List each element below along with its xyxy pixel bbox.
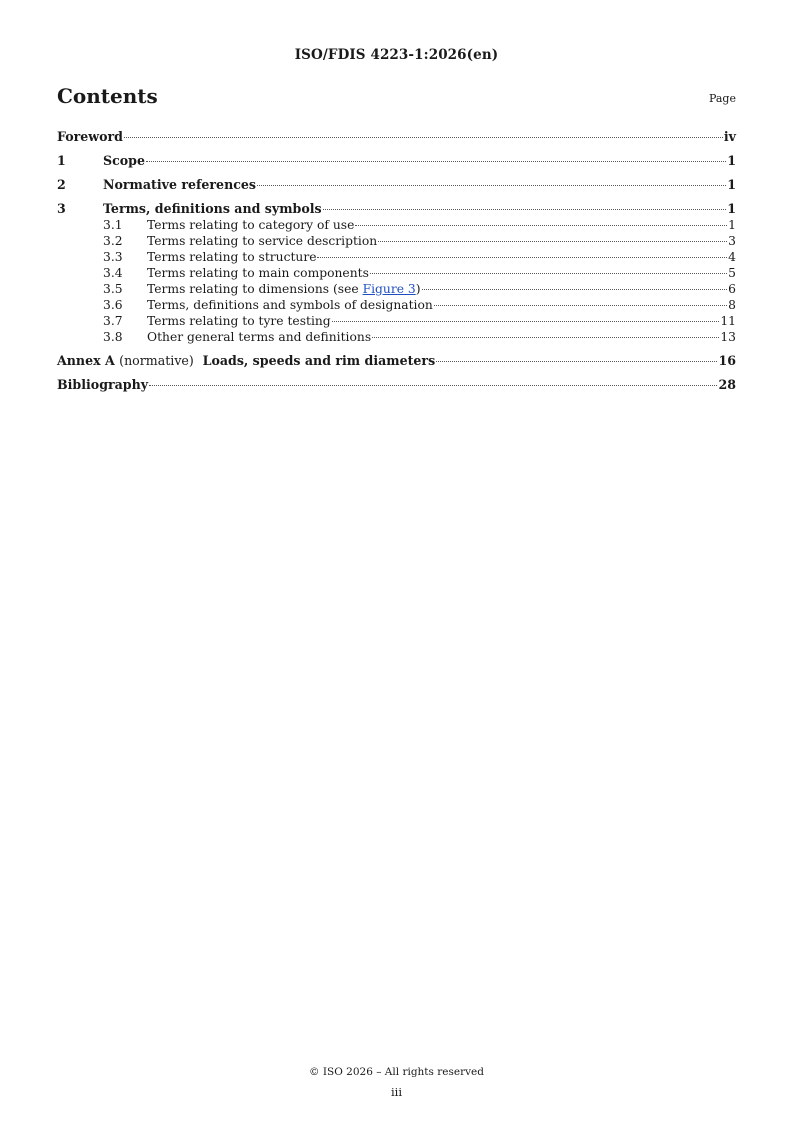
toc-number: 2 xyxy=(57,177,66,192)
toc-number: 3 xyxy=(57,201,66,216)
footer-page-number: iii xyxy=(390,1085,403,1099)
toc-entry-bibliography[interactable] xyxy=(57,377,736,393)
page-column-label: Page xyxy=(708,92,736,105)
toc-page-number: 13 xyxy=(720,330,736,344)
annex-qualifier: (normative) xyxy=(119,353,194,368)
toc-label: Terms, definitions and symbols xyxy=(103,201,322,216)
toc-entry-normative-references[interactable] xyxy=(57,177,736,193)
toc-entry-terms-definitions-symbols[interactable] xyxy=(57,201,736,217)
toc-number: 3.7 xyxy=(103,314,123,328)
toc-subentry-3-2[interactable] xyxy=(57,234,736,248)
toc-label: Terms relating to main components xyxy=(147,266,369,280)
dot-leader xyxy=(124,137,723,138)
toc-label: Other general terms and definitions xyxy=(147,330,372,344)
dot-leader xyxy=(422,289,728,290)
toc-number: 3.8 xyxy=(103,330,123,344)
dot-leader xyxy=(323,209,727,210)
dot-leader xyxy=(332,321,720,322)
toc-label-pre: Terms relating to dimensions (see xyxy=(147,282,363,296)
toc-number: 3.2 xyxy=(103,234,123,248)
toc-page-number: 8 xyxy=(728,298,736,312)
toc-label-post: ) xyxy=(415,282,421,296)
document-header: ISO/FDIS 4223-1:2026(en) xyxy=(294,47,499,63)
toc-page-number: 16 xyxy=(718,353,736,368)
toc-page-number: 4 xyxy=(728,250,736,264)
toc-entry-annex-a[interactable] xyxy=(57,353,736,369)
toc-label: Terms relating to category of use xyxy=(147,218,355,232)
toc-number: 3.4 xyxy=(103,266,123,280)
dot-leader xyxy=(372,337,719,338)
toc-entry-foreword[interactable] xyxy=(57,129,736,145)
toc-label: Scope xyxy=(103,153,145,168)
toc-number: 3.5 xyxy=(103,282,123,296)
toc-label: Normative references xyxy=(103,177,257,192)
toc-subentry-3-3[interactable] xyxy=(57,250,736,264)
toc-page-number: 1 xyxy=(727,177,736,192)
toc-page-number: 3 xyxy=(728,234,736,248)
toc-number: 3.3 xyxy=(103,250,123,264)
toc-page-number: 1 xyxy=(727,201,736,216)
contents-title: Contents xyxy=(57,84,158,108)
toc-label: Foreword xyxy=(57,129,123,144)
toc-label: Terms, definitions and symbols of designation xyxy=(147,298,433,312)
toc-label: Terms relating to service description xyxy=(147,234,378,248)
toc-subentry-3-7[interactable] xyxy=(57,314,736,328)
toc-number: 3.1 xyxy=(103,218,123,232)
dot-leader xyxy=(434,305,727,306)
toc-label: Bibliography xyxy=(57,377,149,392)
toc-label: Terms relating to tyre testing xyxy=(147,314,331,328)
toc-page-number: 1 xyxy=(727,153,736,168)
toc-page-number: 1 xyxy=(728,218,736,232)
toc-page-number: 6 xyxy=(728,282,736,296)
dot-leader xyxy=(257,185,726,186)
toc-subentry-3-8[interactable] xyxy=(57,330,736,344)
toc-label: Terms relating to structure xyxy=(147,250,317,264)
toc-page-number: 5 xyxy=(728,266,736,280)
toc-subentry-3-1[interactable] xyxy=(57,218,736,232)
dot-leader xyxy=(436,361,717,362)
toc-subentry-3-5[interactable] xyxy=(57,282,736,296)
toc-page-number: iv xyxy=(723,129,736,144)
toc-label xyxy=(57,353,435,369)
figure-3-link[interactable]: Figure 3 xyxy=(362,282,416,296)
dot-leader xyxy=(370,273,727,274)
dot-leader xyxy=(378,241,727,242)
annex-prefix: Annex A xyxy=(57,353,115,368)
toc-subentry-3-4[interactable] xyxy=(57,266,736,280)
toc-subentry-3-6[interactable] xyxy=(57,298,736,312)
dot-leader xyxy=(317,257,727,258)
dot-leader xyxy=(355,225,727,226)
annex-title: Loads, speeds and rim diameters xyxy=(202,353,436,368)
toc-number: 3.6 xyxy=(103,298,123,312)
toc-page-number: 28 xyxy=(718,377,736,392)
toc-page-number: 11 xyxy=(720,314,736,328)
dot-leader xyxy=(149,385,717,386)
toc-label xyxy=(147,282,421,296)
toc-entry-scope[interactable] xyxy=(57,153,736,169)
dot-leader xyxy=(146,161,726,162)
toc-number: 1 xyxy=(57,153,66,168)
copyright-footer: © ISO 2026 – All rights reserved xyxy=(309,1066,484,1078)
